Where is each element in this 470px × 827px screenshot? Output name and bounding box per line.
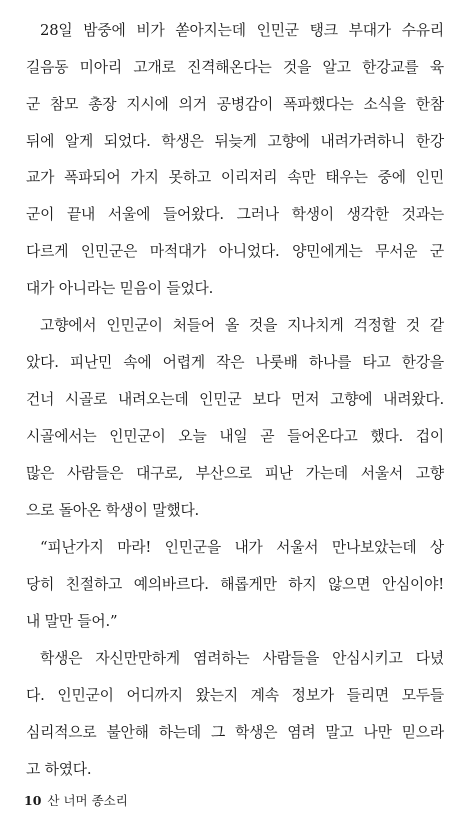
body-line: 시골에서는 인민군이 오늘 내일 곧 들어온다고 했다. 겁이 xyxy=(26,428,444,445)
body-line: 길음동 미아리 고개로 진격해온다는 것을 알고 한강교를 육 xyxy=(26,59,444,76)
body-line: 내 말만 들어.” xyxy=(26,613,118,630)
book-title: 산 너머 종소리 xyxy=(47,793,128,808)
body-line: 학생은 자신만만하게 염려하는 사람들을 안심시키고 다녔 xyxy=(40,650,444,667)
body-line: 으로 돌아온 학생이 말했다. xyxy=(26,502,200,519)
page-footer xyxy=(24,791,128,811)
body-line: 다르게 인민군은 마적대가 아니었다. 양민에게는 무서운 군 xyxy=(26,243,444,260)
body-line: 다. 인민군이 어디까지 왔는지 계속 정보가 들리면 모두들 xyxy=(26,687,444,704)
body-line: 고 하였다. xyxy=(26,761,92,778)
body-line: 건너 시골로 내려오는데 인민군 보다 먼저 고향에 내려왔다. xyxy=(26,391,444,408)
body-line: 고향에서 인민군이 처들어 올 것을 지나치게 걱정할 것 같 xyxy=(40,317,444,334)
body-line: 군 참모 총장 지시에 의거 공병감이 폭파했다는 소식을 한참 xyxy=(26,96,444,113)
body-line: 군이 끝내 서울에 들어왔다. 그러나 학생이 생각한 것과는 xyxy=(26,206,444,223)
body-line: “피난가지 마라! 인민군을 내가 서울서 만나보았는데 상 xyxy=(40,539,444,556)
page-number: 10 xyxy=(24,793,42,808)
body-line: 심리적으로 불안해 하는데 그 학생은 염려 말고 나만 믿으라 xyxy=(26,724,444,741)
body-line: 교가 폭파되어 가지 못하고 이리저리 속만 태우는 중에 인민 xyxy=(26,169,444,186)
body-line: 28일 밤중에 비가 쏟아지는데 인민군 탱크 부대가 수유리 xyxy=(40,22,444,39)
body-line: 았다. 피난민 속에 어렵게 작은 나룻배 하나를 타고 한강을 xyxy=(26,354,444,371)
body-line: 대가 아니라는 믿음이 들었다. xyxy=(26,280,214,297)
body-line: 당히 친절하고 예의바르다. 해롭게만 하지 않으면 안심이야! xyxy=(26,576,444,593)
body-line: 뒤에 알게 되었다. 학생은 뒤늦게 고향에 내려가려하니 한강 xyxy=(26,133,444,150)
body-line: 많은 사람들은 대구로, 부산으로 피난 가는데 서울서 고향 xyxy=(26,465,444,482)
